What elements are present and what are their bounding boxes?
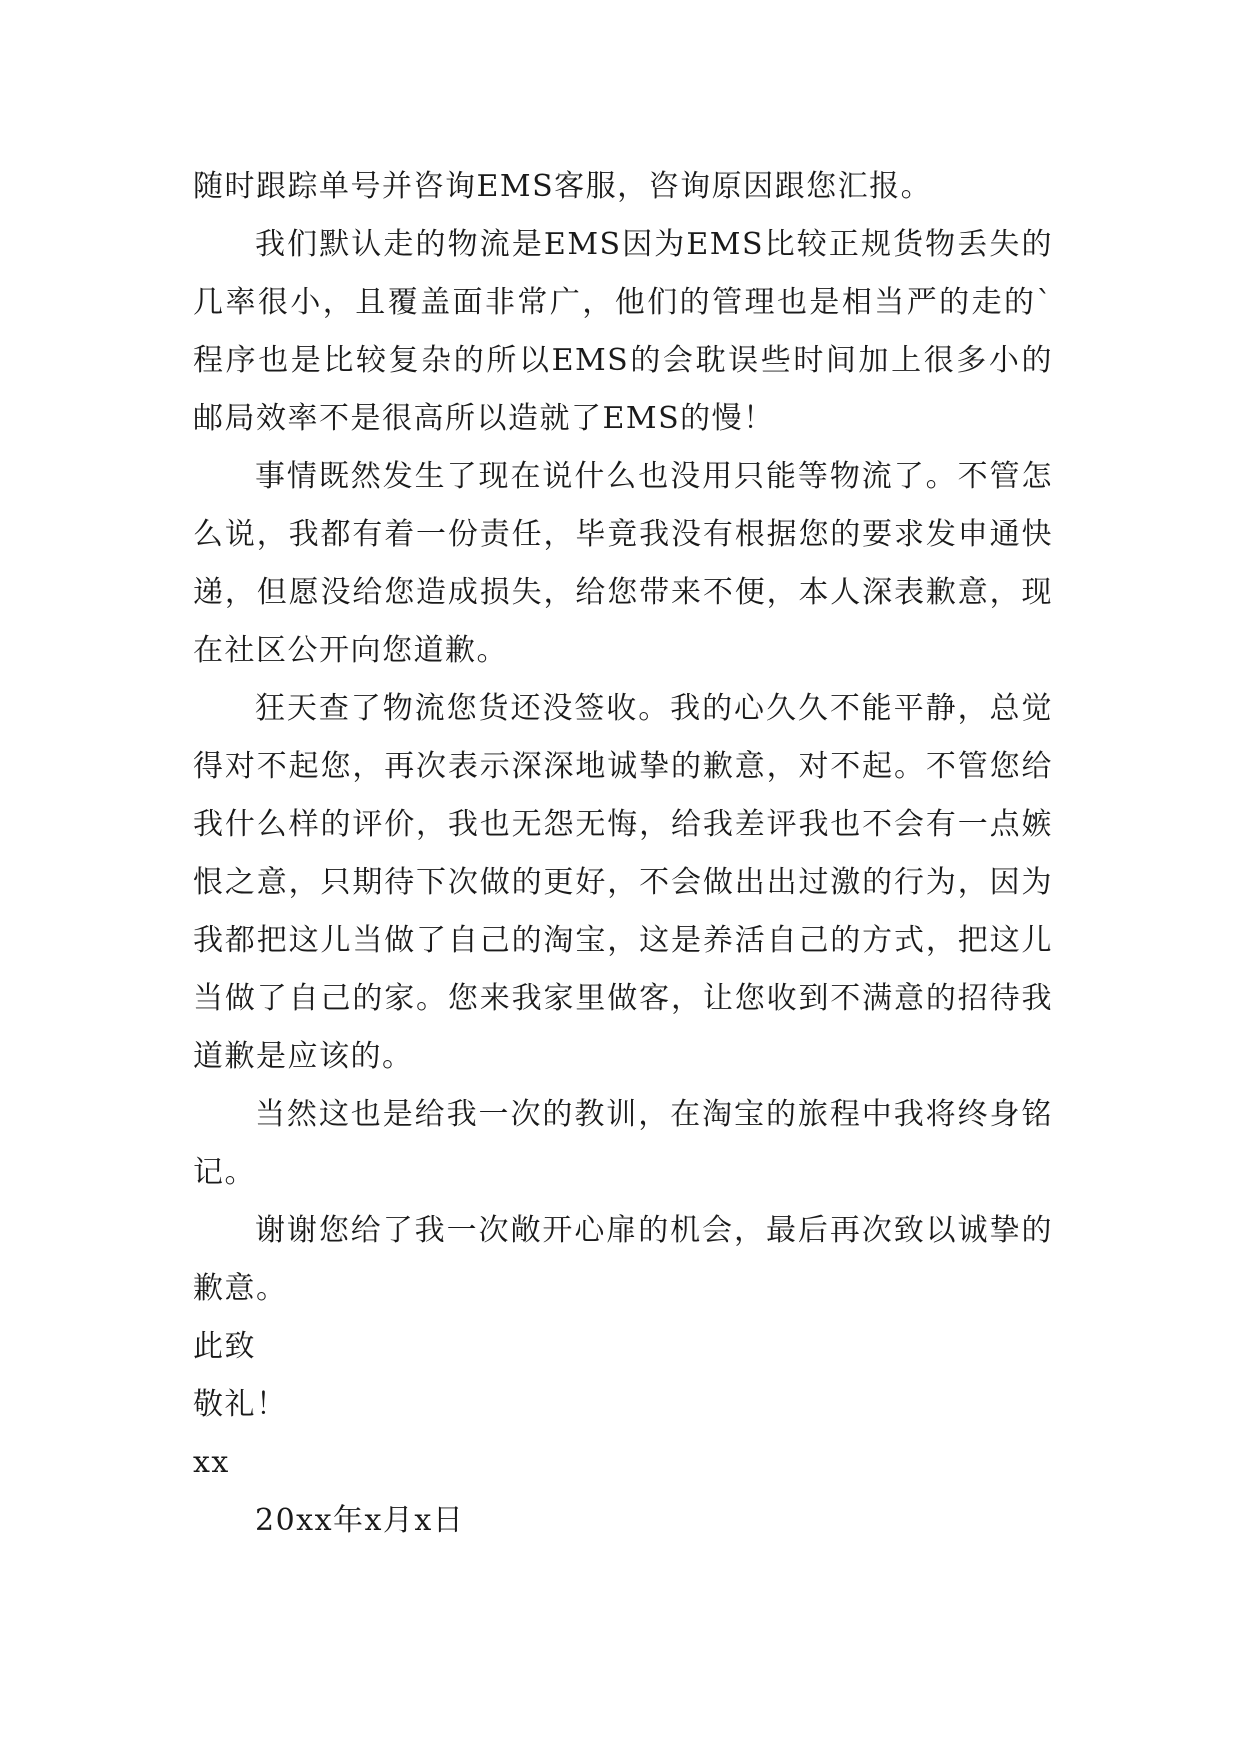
closing-salutation: 此致 — [193, 1329, 256, 1364]
closing-regards: 敬礼！ — [193, 1387, 288, 1422]
letter-body — [193, 158, 1053, 1550]
paragraph-apology: 狂天查了物流您货还没签收。我的心久久不能平静，总觉得对不起您，再次表示深深地诚挚的歉意，对不起。不管您给我什么样的评价，我也无怨无悔，给我差评我也不会有一点嫉恨之意，只期待下次做的更好，不会做出出过激的行为，因为我都把这儿当做了自己的淘宝，这是养活自己的方式，把这儿当做了自己的家。您来我家里做客，让您收到不满意的招待我道歉是应该的。 — [193, 691, 1053, 1074]
signature: xx — [193, 1445, 230, 1480]
paragraph-ems-explanation: 我们默认走的物流是EMS因为EMS比较正规货物丢失的几率很小，且覆盖面非常广，他们的管理也是相当严的走的`程序也是比较复杂的所以EMS的会耽误些时间加上很多小的邮局效率不是很高所以造就了EMS的慢！ — [193, 227, 1053, 436]
paragraph-lesson: 当然这也是给我一次的教训，在淘宝的旅程中我将终身铭记。 — [193, 1097, 1053, 1190]
paragraph-responsibility: 事情既然发生了现在说什么也没用只能等物流了。不管怎么说，我都有着一份责任，毕竟我没有根据您的要求发申通快递，但愿没给您造成损失，给您带来不便，本人深表歉意，现在社区公开向您道歉。 — [193, 459, 1053, 668]
paragraph-thanks: 谢谢您给了我一次敞开心扉的机会，最后再次致以诚挚的歉意。 — [193, 1213, 1053, 1306]
letter-date: 20xx年x月x日 — [255, 1503, 465, 1538]
paragraph-continuation: 随时跟踪单号并咨询EMS客服，咨询原因跟您汇报。 — [193, 169, 933, 204]
